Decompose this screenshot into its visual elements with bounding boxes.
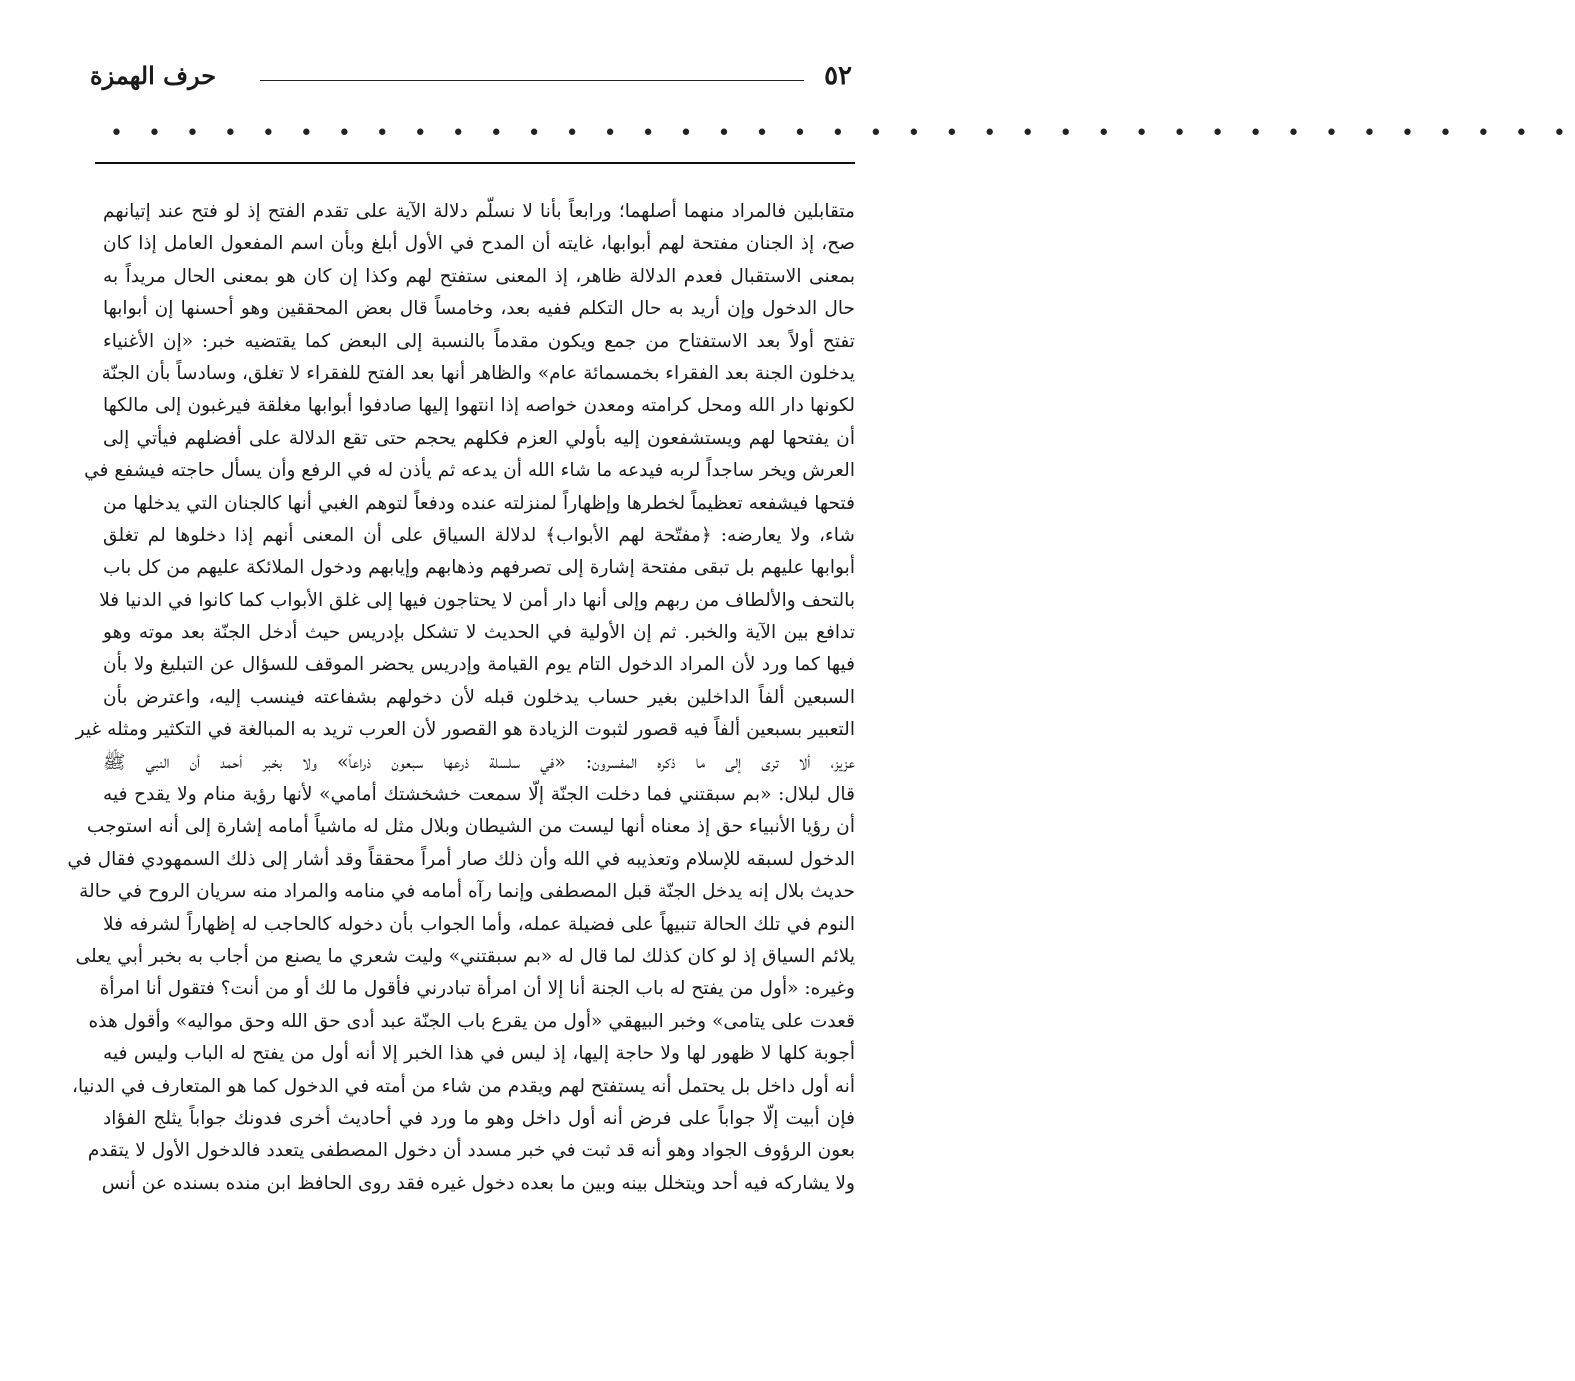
header-rule [260,80,804,81]
separator-rule [95,162,855,164]
text-line: صح، إذ الجنان مفتحة لهم أبوابها، غايته أن المدح في الأول أبلغ وبأن اسم المفعول العامل إذا كان [103,233,855,255]
dotted-separator: • • • • • • • • • • • • • • • • • • • • • • • • • • • • • • • • • • • • • • • [110,121,1575,146]
text-line: العرش ويخر ساجداً لربه فيدعه ما شاء الله أن يدعه ثم يأذن له في الرفع وأن يسأل حاجته فيشفع في [84,460,855,482]
text-line: أبوابها عليهم بل تبقى مفتحة إشارة إلى تصرفهم وذهابهم وإيابهم ودخول الملائكة عليهم من كل باب [103,557,855,579]
chapter-title: حرف الهمزة [90,61,217,90]
text-line: بعون الرؤوف الجواد وهو أنه قد ثبت في خبر مسدد أن دخول المصطفى يتعدد فالدخول الأول لا يتقدم [87,1140,855,1162]
text-line: يلائم السياق إذ لو كان كذلك لما قال له «بم سبقتني» وليت شعري ما يصنع من أجاب به بخبر أبي يعلى [75,945,855,967]
text-line: بالتحف والألطاف من ربهم وإلى أنها دار أمن لا يحتاجون فيها إلى غلق الأبواب كما كانوا في الدنيا فلا [99,589,855,611]
text-line: حال الدخول وإن أريد به حال التكلم ففيه بعد، وخامساً قال بعض المحققين وهو أحسنها إن أبوابها [103,298,855,320]
text-line: فيها كما ورد لأن المراد الدخول التام يوم القيامة وإدريس يحضر الموقف للسؤال عن التبليغ ولا بأن [103,654,855,676]
text-line: وغيره: «أول من يفتح له باب الجنة أنا إلا أن امرأة تبادرني فأقول ما لك أو من أنت؟ فتقول أنا امرأة [99,978,855,1000]
text-line: السبعين ألفاً الداخلين بغير حساب يدخلون قبله لأن دخولهم بشفاعته فينسب إليه، واعترض بأن [103,686,855,708]
text-line: يدخلون الجنة بعد الفقراء بخمسمائة عام» والظاهر أنها بعد الفتح للفقراء لا تغلق، وسادساً بأن الجنّة [101,362,855,384]
body-text [67,196,855,1200]
text-line: حديث بلال إنه يدخل الجنّة قبل المصطفى وإنما رآه أمامه في منامه والمراد منه سريان الروح في حالة [79,881,855,903]
text-line: شاء، ولا يعارضه: ﴿مفتّحة لهم الأبواب﴾ لدلالة السياق على أن المعنى أنهم إذا دخلوها لم تغلق [103,524,855,546]
text-line: أنه أول داخل بل يحتمل أنه يستفتح لهم ويقدم من شاء من أمته في الدخول كما هو المتعارف في الدنيا، [72,1075,855,1097]
page-number: ٥٢ [824,61,852,91]
text-line: عزيز، ألا ترى إلى ما ذكره المفسرون: «في سلسلة ذرعها سبعون ذراعاً» ولا بخبر أحمد أن النبي ﷺ [103,751,855,773]
text-line: تدافع بين الآية والخبر. ثم إن الأولية في الحديث لا تشكل بإدريس حيث أدخل الجنّة بعد موته وهو [103,622,855,644]
text-line: فتحها فيشفعه تعظيماً لخطرها وإظهاراً لمنزلته عنده ودفعاً لتوهم الغبي أنها كالجنان التي يدخلها من [103,492,855,514]
running-head [90,58,852,94]
text-line: أن رؤيا الأنبياء حق إذ معناه أنها ليست من الشيطان وبلال مثل له ماشياً أمامه إشارة إلى أنه استوجب [86,816,855,838]
text-line: قعدت على يتامى» وخبر البيهقي «أول من يقرع باب الجنّة عبد أدى حق الله وحق مواليه» وأقول هذه [88,1010,855,1032]
text-line: أجوبة كلها لا ظهور لها ولا حاجة إليها، إذ ليس في هذا الخبر إلا أنه أول من يفتح له الباب وليس فيه [103,1043,855,1065]
text-line: التعبير بسبعين ألفاً فيه قصور لثبوت الزيادة هو القصور لأن العرب تريد به المبالغة في التكثير ومثله غير [75,719,855,741]
text-line: فإن أبيت إلّا جواباً على فرض أنه أول داخل وهو ما ورد في أحاديث أخرى فدونك جواباً يثلج الفؤاد [103,1107,855,1129]
text-line: لكونها دار الله ومحل كرامته ومعدن خواصه إذا انتهوا إليها صادفوا أبوابها مغلقة فيرغبون إلى مالكها [103,395,855,417]
text-line: أن يفتحها لهم ويستشفعون إليه بأولي العزم فكلهم يحجم حتى تقع الدلالة على أفضلهم فيأتي إلى [103,427,855,449]
text-line: قال لبلال: «بم سبقتني فما دخلت الجنّة إلّا سمعت خشخشتك أمامي» لأنها رؤية منام ولا يقدح فيه [103,784,855,806]
text-line: تفتح أولاً بعد الاستفتاح من جمع ويكون مقدماً بالنسبة إلى البعض كما يقتضيه خبر: «إن الأغنياء [103,330,855,352]
text-line: متقابلين فالمراد منهما أصلهما؛ ورابعاً بأنا لا نسلّم دلالة الآية على تقدم الفتح إذ لو فتح عند إتيانهم [103,201,855,222]
text-line: بمعنى الاستقبال فعدم الدلالة ظاهر، إذ المعنى ستفتح لهم وكذا إن كان هو بمعنى الحال مريداً به [103,265,855,287]
text-line: الدخول لسبقه للإسلام وتعذيبه في الله وأن ذلك صار أمراً محققاً وقد أشار إلى ذلك السمهودي فقال في [67,848,855,870]
text-line: النوم في تلك الحالة تنبيهاً على فضيلة عمله، وأما الجواب بأن دخوله كالحاجب له إظهاراً لشرفه فلا [103,913,855,935]
text-line: ولا يشاركه فيه أحد ويتخلل بينه وبين ما بعده دخول غيره فقد روى الحافظ ابن منده بسنده عن أنس [101,1172,855,1194]
